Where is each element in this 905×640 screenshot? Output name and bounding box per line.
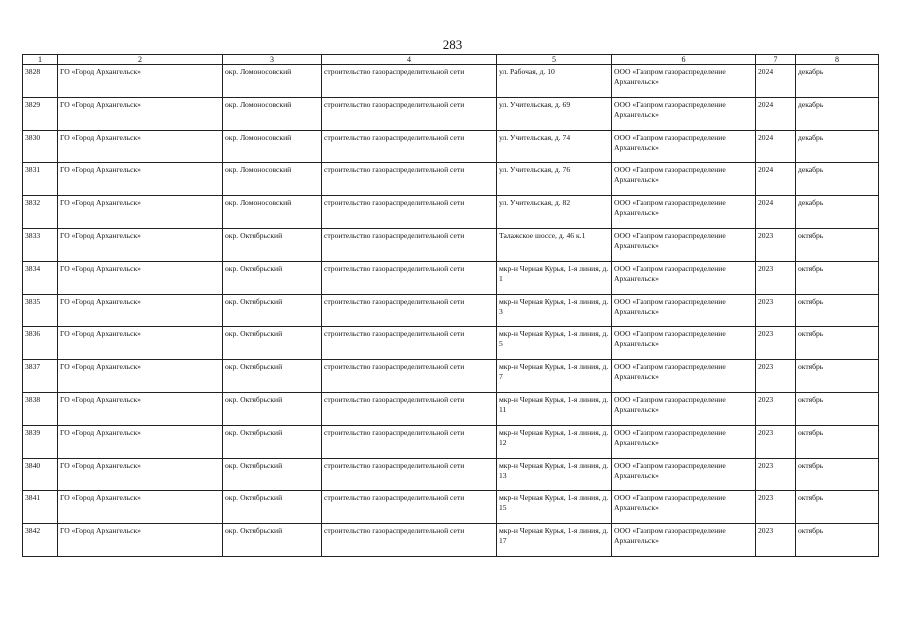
cell-organization: ООО «Газпром газораспределение Архангельск» — [612, 294, 756, 327]
column-header-7: 7 — [756, 55, 796, 65]
cell-work-type: строительство газораспределительной сети — [322, 491, 497, 524]
cell-municipality: ГО «Город Архангельск» — [58, 294, 223, 327]
column-header-5: 5 — [497, 55, 612, 65]
cell-municipality: ГО «Город Архангельск» — [58, 327, 223, 360]
cell-district: окр. Октябрьский — [223, 327, 322, 360]
cell-district: окр. Октябрьский — [223, 294, 322, 327]
page-number: 283 — [442, 37, 463, 52]
table-row — [23, 458, 879, 491]
cell-district: окр. Ломоносовский — [223, 196, 322, 229]
cell-year: 2024 — [756, 130, 796, 163]
cell-month: декабрь — [796, 196, 879, 229]
cell-year: 2023 — [756, 261, 796, 294]
table-row — [23, 196, 879, 229]
table-row — [23, 360, 879, 393]
cell-organization: ООО «Газпром газораспределение Архангельск» — [612, 261, 756, 294]
cell-year: 2023 — [756, 425, 796, 458]
cell-municipality: ГО «Город Архангельск» — [58, 425, 223, 458]
cell-year: 2024 — [756, 65, 796, 98]
cell-address: мкр-н Черная Курья, 1-я линия, д. 7 — [497, 360, 612, 393]
cell-work-type: строительство газораспределительной сети — [322, 163, 497, 196]
cell-municipality: ГО «Город Архангельск» — [58, 65, 223, 98]
cell-work-type: строительство газораспределительной сети — [322, 360, 497, 393]
cell-work-type: строительство газораспределительной сети — [322, 261, 497, 294]
cell-year: 2023 — [756, 491, 796, 524]
column-header-6: 6 — [612, 55, 756, 65]
cell-district: окр. Октябрьский — [223, 491, 322, 524]
cell-row-number: 3832 — [23, 196, 58, 229]
cell-work-type: строительство газораспределительной сети — [322, 97, 497, 130]
cell-month: октябрь — [796, 327, 879, 360]
column-header-2: 2 — [58, 55, 223, 65]
cell-organization: ООО «Газпром газораспределение Архангельск» — [612, 425, 756, 458]
cell-municipality: ГО «Город Архангельск» — [58, 491, 223, 524]
column-header-4: 4 — [322, 55, 497, 65]
cell-municipality: ГО «Город Архангельск» — [58, 261, 223, 294]
cell-year: 2023 — [756, 228, 796, 261]
cell-district: окр. Ломоносовский — [223, 97, 322, 130]
cell-district: окр. Октябрьский — [223, 524, 322, 557]
cell-organization: ООО «Газпром газораспределение Архангельск» — [612, 65, 756, 98]
cell-row-number: 3829 — [23, 97, 58, 130]
cell-month: октябрь — [796, 261, 879, 294]
table-row — [23, 425, 879, 458]
table-row — [23, 261, 879, 294]
cell-address: Талажское шоссе, д. 46 к.1 — [497, 228, 612, 261]
table-row — [23, 130, 879, 163]
cell-address: мкр-н Черная Курья, 1-я линия, д. 1 — [497, 261, 612, 294]
cell-year: 2024 — [756, 196, 796, 229]
cell-district: окр. Октябрьский — [223, 360, 322, 393]
table-row — [23, 491, 879, 524]
cell-address: мкр-н Черная Курья, 1-я линия, д. 13 — [497, 458, 612, 491]
cell-work-type: строительство газораспределительной сети — [322, 130, 497, 163]
cell-district: окр. Ломоносовский — [223, 163, 322, 196]
cell-month: декабрь — [796, 97, 879, 130]
cell-address: ул. Рабочая, д. 10 — [497, 65, 612, 98]
cell-organization: ООО «Газпром газораспределение Архангельск» — [612, 524, 756, 557]
table-body — [23, 65, 879, 557]
cell-row-number: 3830 — [23, 130, 58, 163]
cell-year: 2023 — [756, 327, 796, 360]
cell-month: декабрь — [796, 163, 879, 196]
cell-row-number: 3841 — [23, 491, 58, 524]
cell-organization: ООО «Газпром газораспределение Архангельск» — [612, 491, 756, 524]
cell-organization: ООО «Газпром газораспределение Архангельск» — [612, 458, 756, 491]
column-header-1: 1 — [23, 55, 58, 65]
cell-row-number: 3828 — [23, 65, 58, 98]
cell-organization: ООО «Газпром газораспределение Архангельск» — [612, 327, 756, 360]
cell-row-number: 3833 — [23, 228, 58, 261]
cell-district: окр. Октябрьский — [223, 261, 322, 294]
cell-municipality: ГО «Город Архангельск» — [58, 228, 223, 261]
cell-work-type: строительство газораспределительной сети — [322, 392, 497, 425]
cell-organization: ООО «Газпром газораспределение Архангельск» — [612, 196, 756, 229]
cell-municipality: ГО «Город Архангельск» — [58, 163, 223, 196]
cell-organization: ООО «Газпром газораспределение Архангельск» — [612, 97, 756, 130]
table-row — [23, 294, 879, 327]
cell-row-number: 3839 — [23, 425, 58, 458]
cell-work-type: строительство газораспределительной сети — [322, 458, 497, 491]
cell-address: ул. Учительская, д. 82 — [497, 196, 612, 229]
cell-address: мкр-н Черная Курья, 1-я линия, д. 3 — [497, 294, 612, 327]
cell-row-number: 3840 — [23, 458, 58, 491]
cell-address: ул. Учительская, д. 76 — [497, 163, 612, 196]
cell-row-number: 3834 — [23, 261, 58, 294]
cell-year: 2023 — [756, 458, 796, 491]
cell-municipality: ГО «Город Архангельск» — [58, 392, 223, 425]
cell-month: октябрь — [796, 458, 879, 491]
cell-municipality: ГО «Город Архангельск» — [58, 196, 223, 229]
table-row — [23, 65, 879, 98]
cell-row-number: 3835 — [23, 294, 58, 327]
cell-work-type: строительство газораспределительной сети — [322, 196, 497, 229]
table-row — [23, 392, 879, 425]
cell-work-type: строительство газораспределительной сети — [322, 425, 497, 458]
cell-municipality: ГО «Город Архангельск» — [58, 130, 223, 163]
cell-work-type: строительство газораспределительной сети — [322, 524, 497, 557]
cell-address: мкр-н Черная Курья, 1-я линия, д. 17 — [497, 524, 612, 557]
cell-row-number: 3842 — [23, 524, 58, 557]
cell-organization: ООО «Газпром газораспределение Архангельск» — [612, 163, 756, 196]
cell-municipality: ГО «Город Архангельск» — [58, 458, 223, 491]
cell-address: ул. Учительская, д. 74 — [497, 130, 612, 163]
cell-address: мкр-н Черная Курья, 1-я линия, д. 5 — [497, 327, 612, 360]
cell-organization: ООО «Газпром газораспределение Архангельск» — [612, 130, 756, 163]
cell-district: окр. Октябрьский — [223, 458, 322, 491]
table-row — [23, 163, 879, 196]
table-row — [23, 327, 879, 360]
column-header-3: 3 — [223, 55, 322, 65]
cell-district: окр. Октябрьский — [223, 392, 322, 425]
cell-row-number: 3837 — [23, 360, 58, 393]
cell-month: октябрь — [796, 524, 879, 557]
registry-table — [22, 54, 879, 557]
cell-year: 2024 — [756, 163, 796, 196]
cell-row-number: 3836 — [23, 327, 58, 360]
cell-municipality: ГО «Город Архангельск» — [58, 524, 223, 557]
cell-organization: ООО «Газпром газораспределение Архангельск» — [612, 228, 756, 261]
cell-work-type: строительство газораспределительной сети — [322, 228, 497, 261]
cell-work-type: строительство газораспределительной сети — [322, 327, 497, 360]
cell-organization: ООО «Газпром газораспределение Архангельск» — [612, 392, 756, 425]
cell-district: окр. Ломоносовский — [223, 130, 322, 163]
cell-year: 2023 — [756, 360, 796, 393]
cell-district: окр. Октябрьский — [223, 228, 322, 261]
column-header-8: 8 — [796, 55, 879, 65]
cell-address: ул. Учительская, д. 69 — [497, 97, 612, 130]
cell-address: мкр-н Черная Курья, 1-я линия, д. 11 — [497, 392, 612, 425]
cell-address: мкр-н Черная Курья, 1-я линия, д. 15 — [497, 491, 612, 524]
cell-year: 2023 — [756, 392, 796, 425]
table-row — [23, 524, 879, 557]
cell-district: окр. Октябрьский — [223, 425, 322, 458]
cell-year: 2023 — [756, 294, 796, 327]
cell-year: 2023 — [756, 524, 796, 557]
cell-month: октябрь — [796, 360, 879, 393]
cell-work-type: строительство газораспределительной сети — [322, 294, 497, 327]
cell-month: октябрь — [796, 228, 879, 261]
table-row — [23, 97, 879, 130]
cell-month: декабрь — [796, 130, 879, 163]
cell-address: мкр-н Черная Курья, 1-я линия, д. 12 — [497, 425, 612, 458]
cell-month: октябрь — [796, 425, 879, 458]
table-row — [23, 228, 879, 261]
cell-month: октябрь — [796, 491, 879, 524]
cell-month: октябрь — [796, 294, 879, 327]
cell-district: окр. Ломоносовский — [223, 65, 322, 98]
cell-row-number: 3831 — [23, 163, 58, 196]
cell-organization: ООО «Газпром газораспределение Архангельск» — [612, 360, 756, 393]
cell-year: 2024 — [756, 97, 796, 130]
cell-municipality: ГО «Город Архангельск» — [58, 360, 223, 393]
column-number-row — [23, 55, 879, 65]
cell-work-type: строительство газораспределительной сети — [322, 65, 497, 98]
cell-municipality: ГО «Город Архангельск» — [58, 97, 223, 130]
cell-row-number: 3838 — [23, 392, 58, 425]
cell-month: декабрь — [796, 65, 879, 98]
cell-month: октябрь — [796, 392, 879, 425]
